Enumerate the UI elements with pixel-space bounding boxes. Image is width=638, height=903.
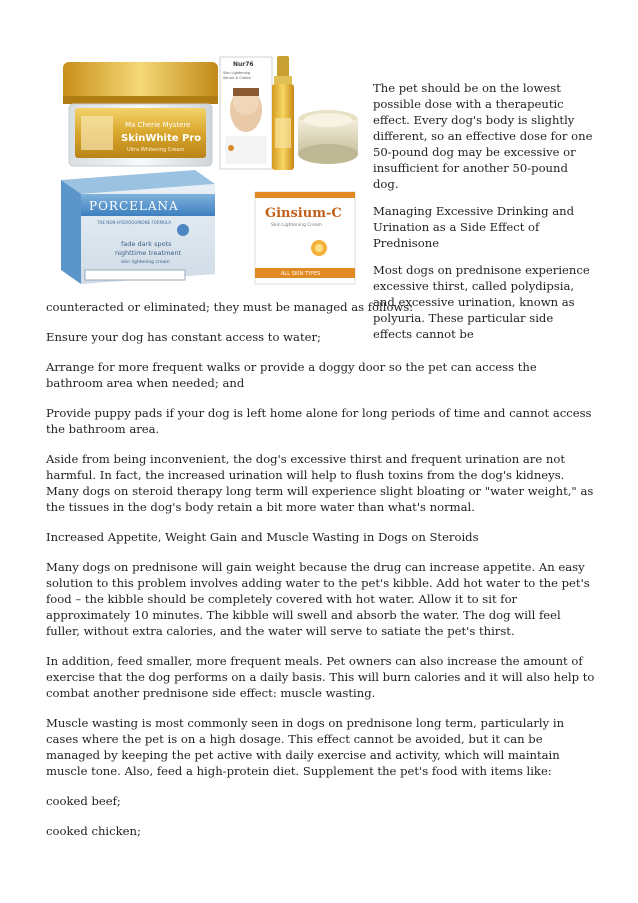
list-item-cooked-chicken: cooked chicken; <box>46 824 141 838</box>
skinwhite-jar <box>63 62 218 166</box>
paragraph-weight-gain: Many dogs on prednisone will gain weight because the drug can increase appetite. An easy solution to this problem involves adding water to the pet's kibble. Add hot water to the pet's food – the kibble should be completely covered with hot water. Allow it to sit for approximately 10 minutes. The kibble will swell and absorb the water. The dog will feel fuller, without extra calories, and the water will serve to satiate the pet's thirst. <box>46 560 590 638</box>
serum-bottle <box>272 56 294 170</box>
list-item-cooked-beef: cooked beef; <box>46 794 121 808</box>
porcelana-box <box>61 170 215 284</box>
list-item-puppy-pads: Provide puppy pads if your dog is left home alone for long periods of time and cannot access the bathroom area. <box>46 406 592 436</box>
paragraph-continuation: counteracted or eliminated; they must be managed as follows: <box>46 300 414 314</box>
svg-text:THE NON-HYDROQUINONE FORMULA: THE NON-HYDROQUINONE FORMULA <box>97 220 172 225</box>
svg-text:Nur76: Nur76 <box>233 61 254 68</box>
skin-care-products-image <box>55 52 365 292</box>
svg-text:Serum & Cream: Serum & Cream <box>223 76 251 80</box>
section-heading-drinking: Managing Excessive Drinking and Urination as a Side Effect of Prednisone <box>373 204 575 250</box>
svg-text:skin lightening cream: skin lightening cream <box>121 260 170 265</box>
svg-text:SkinWhite Pro: SkinWhite Pro <box>121 133 202 144</box>
section-heading-appetite: Increased Appetite, Weight Gain and Muscle Wasting in Dogs on Steroids <box>46 530 479 544</box>
svg-text:Ma Cherie Mystere: Ma Cherie Mystere <box>125 121 191 129</box>
paragraph-muscle-wasting: Muscle wasting is most commonly seen in dogs on prednisone long term, particularly in cases where the pet is on a high dosage. This effect cannot be avoided, but it can be managed by keeping the pet active with daily exercise and activity, which will maintain muscle tone. Also, feed a high-protein diet. Supplement the pet's food with items like: <box>46 716 565 778</box>
dose-paragraph: The pet should be on the lowest possible dose with a therapeutic effect. Every dog's body is slightly different, so an effective dose for one 50-pound dog may be excessive or insufficient for another 50-pound dog. <box>373 81 593 191</box>
nur76-box <box>220 57 272 169</box>
list-item-water: Ensure your dog has constant access to water; <box>46 330 321 344</box>
paragraph-inconvenient: Aside from being inconvenient, the dog's excessive thirst and frequent urination are not harmful. In fact, the increased urination will help to flush toxins from the dog's kidneys. Many dogs on steroid therapy long term will experience slight bloating or "water weight," as the tissues in the dog's body retain a bit more water than what's normal. <box>46 452 594 514</box>
svg-text:Ultra Whitening Cream: Ultra Whitening Cream <box>127 147 185 153</box>
svg-text:PORCELANA: PORCELANA <box>89 199 179 213</box>
polydipsia-paragraph: Most dogs on prednisone experience excessive thirst, called polydipsia, and excessive urination, known as polyuria. These particular side effects cannot be <box>373 263 590 341</box>
product-photo <box>55 52 365 292</box>
list-item-walks: Arrange for more frequent walks or provide a doggy door so the pet can access the bathroom area when needed; and <box>46 360 537 390</box>
svg-text:fade dark spots: fade dark spots <box>121 240 172 248</box>
svg-text:Skin Lightening Cream: Skin Lightening Cream <box>271 223 323 228</box>
svg-text:Ginsium-C: Ginsium-C <box>265 206 342 221</box>
svg-text:nighttime treatment: nighttime treatment <box>115 249 182 257</box>
ginsium-c-box <box>255 192 355 284</box>
small-cream-jar <box>298 110 358 164</box>
paragraph-smaller-meals: In addition, feed smaller, more frequent meals. Pet owners can also increase the amount of exercise that the dog performs on a daily basis. This will burn calories and it will also help to combat another prednisone side effect: muscle wasting. <box>46 654 595 700</box>
body-text <box>46 299 596 853</box>
svg-text:ALL SKIN TYPES: ALL SKIN TYPES <box>281 271 321 277</box>
svg-text:Skin Lightening: Skin Lightening <box>223 71 251 75</box>
